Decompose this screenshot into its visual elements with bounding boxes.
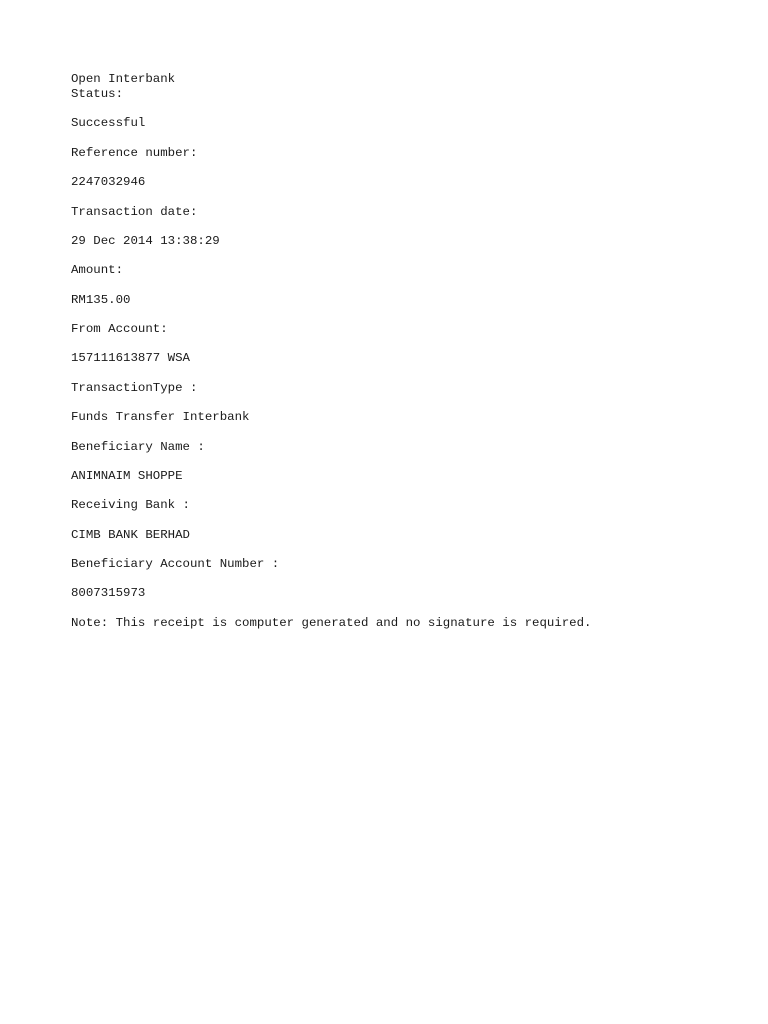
receiving-bank-value: CIMB BANK BERHAD: [71, 528, 190, 542]
beneficiary-name-label: Beneficiary Name :: [71, 440, 205, 454]
beneficiary-account-label: Beneficiary Account Number :: [71, 557, 280, 571]
status-value: Successful: [71, 116, 146, 130]
from-account-label: From Account:: [71, 322, 168, 336]
reference-number-label: Reference number:: [71, 146, 198, 160]
amount-label: Amount:: [71, 263, 124, 277]
amount-value: RM135.00: [71, 293, 131, 307]
transaction-date-label: Transaction date:: [71, 205, 198, 219]
beneficiary-name-value: ANIMNAIM SHOPPE: [71, 469, 183, 483]
transaction-type-label: TransactionType :: [71, 381, 198, 395]
transaction-date-value: 29 Dec 2014 13:38:29: [71, 234, 220, 248]
beneficiary-account-value: 8007315973: [71, 586, 146, 600]
from-account-value: 157111613877 WSA: [71, 351, 190, 365]
status-label: Status:: [71, 87, 124, 101]
receipt-title: Open Interbank: [71, 72, 176, 86]
receipt-note: Note: This receipt is computer generated and no signature is required.: [71, 616, 592, 630]
reference-number-value: 2247032946: [71, 175, 146, 189]
transaction-type-value: Funds Transfer Interbank: [71, 410, 250, 424]
receiving-bank-label: Receiving Bank :: [71, 498, 190, 512]
